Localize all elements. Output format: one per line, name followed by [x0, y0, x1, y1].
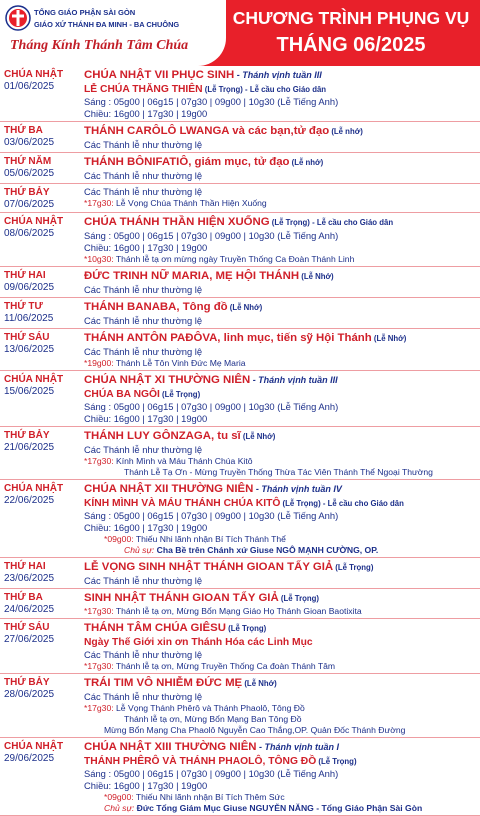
entry-day: CHÚA NHẬT — [4, 741, 64, 752]
entry-rank: (Lễ Trọng) — [333, 563, 374, 572]
entry-psalter: - Thánh vịnh tuần III — [234, 70, 322, 80]
entry-day: THỨ BA — [4, 125, 43, 136]
mass-times-evening: Chiều: 16g00 | 17g30 | 19g00 — [84, 413, 208, 424]
mass-times-evening: Chiều: 16g00 | 17g30 | 19g00 — [84, 108, 208, 119]
mass-times-morning: Sáng : 05g00 | 06g15 | 07g30 | 09g00 | 10g30 (Lễ Tiếng Anh) — [84, 510, 339, 521]
entry-feast-secondary: LỄ CHÚA THĂNG THIÊN — [84, 84, 203, 95]
page-month: THÁNG 06/2025 — [276, 34, 426, 56]
month-motto: Tháng Kính Thánh Tâm Chúa — [10, 38, 189, 53]
liturgy-schedule — [0, 66, 480, 816]
schedule-entry — [0, 589, 480, 619]
entry-feast-secondary: Ngày Thế Giới xin ơn Thánh Hóa các Linh Mục — [84, 637, 313, 648]
entry-date: 21/06/2025 — [4, 442, 55, 453]
entry-date: 03/06/2025 — [4, 137, 55, 148]
note-text-secondary: Thánh lễ tạ ơn, Mừng Bổn Mạng Ban Tông Đồ — [124, 714, 302, 724]
archdiocese-name: TỔNG GIÁO PHẬN SÀI GÒN — [34, 8, 136, 17]
entry-day: CHÚA NHẬT — [4, 374, 64, 385]
mass-times-morning: Sáng : 05g00 | 06g15 | 07g30 | 09g00 | 10g30 (Lễ Tiếng Anh) — [84, 401, 339, 412]
schedule-entry — [0, 329, 480, 371]
entry-date: 11/06/2025 — [4, 313, 54, 324]
entry-mass-info: Các Thánh lễ như thường lệ — [84, 170, 203, 181]
note-time: *17g30: — [84, 606, 114, 616]
schedule-entry — [0, 184, 480, 213]
entry-rank: (Lễ Nhớ) — [240, 432, 276, 441]
celebrant-name: Cha Bề trên Chánh xứ Giuse NGÔ MẠNH CƯỜNG, OP. — [154, 545, 379, 555]
entry-feast-secondary: THÁNH PHÊRÔ VÀ THÁNH PHAOLÔ, TÔNG ĐỒ — [84, 756, 317, 767]
note-text: Thiếu Nhi lãnh nhận Bí Tích Thánh Thể — [133, 534, 286, 544]
entry-psalter: - Thánh vịnh tuần III — [250, 375, 338, 385]
entry-psalter: - Thánh vịnh tuần IV — [253, 484, 342, 494]
entry-day: THỨ NĂM — [4, 156, 52, 167]
entry-mass-info: Các Thánh lễ như thường lệ — [84, 444, 203, 455]
entry-rank: (Lễ Nhớ) — [227, 303, 263, 312]
entry-mass-info: Các Thánh lễ như thường lệ — [84, 346, 203, 357]
entry-feast: LỄ VỌNG SINH NHẬT THÁNH GIOAN TẨY GIẢ — [84, 561, 334, 573]
entry-mass-info: Các Thánh lễ như thường lệ — [84, 575, 203, 586]
celebrant-label: Chủ sự: — [124, 545, 155, 555]
entry-feast: THÁNH LUY GÔNZAGA, tu sĩ — [84, 430, 241, 442]
note-text: Lễ Vọng Thánh Phêrô và Thánh Phaolô, Tông Đồ — [113, 703, 305, 713]
schedule-entry — [0, 66, 480, 122]
note-text-secondary: Thánh Lễ Tạ Ơn - Mừng Truyền Thống Thừa Tác Viên Thánh Thể Ngoại Thường — [124, 467, 433, 477]
celebrant-name: Đức Tổng Giám Mục Giuse NGUYỄN NĂNG - Tổng Giáo Phận Sài Gòn — [134, 803, 423, 813]
entry-feast: CHÚA NHẬT XI THƯỜNG NIÊN — [84, 374, 251, 386]
entry-date: 23/06/2025 — [4, 573, 55, 584]
schedule-entry — [0, 738, 480, 816]
entry-date: 07/06/2025 — [4, 199, 55, 210]
entry-feast: CHÚA THÁNH THẦN HIỆN XUỐNG — [84, 216, 270, 228]
entry-day: CHÚA NHẬT — [4, 483, 64, 494]
entry-feast: ĐỨC TRINH NỮ MARIA, MẸ HỘI THÁNH — [84, 270, 300, 282]
mass-times-morning: Sáng : 05g00 | 06g15 | 07g30 | 09g00 | 10g30 (Lễ Tiếng Anh) — [84, 768, 339, 779]
entry-day: THỨ BẢY — [4, 677, 50, 688]
schedule-entry — [0, 298, 480, 329]
entry-day: THỨ BA — [4, 592, 43, 603]
entry-date: 24/06/2025 — [4, 604, 55, 615]
entry-date: 05/06/2025 — [4, 168, 55, 179]
entry-day: THỨ BẢY — [4, 430, 50, 441]
note-text: Thiếu Nhi lãnh nhận Bí Tích Thêm Sức — [133, 792, 285, 802]
entry-rank: (Lễ Trọng) — [278, 594, 319, 603]
entry-mass-info: Các Thánh lễ như thường lệ — [84, 691, 203, 702]
page-title: CHƯƠNG TRÌNH PHỤNG VỤ — [232, 8, 470, 28]
entry-day: THỨ TƯ — [4, 301, 43, 312]
entry-day: THỨ SÁU — [4, 622, 50, 633]
entry-date: 29/06/2025 — [4, 753, 55, 764]
note-text: Lễ Vọng Chúa Thánh Thần Hiện Xuống — [113, 198, 267, 208]
schedule-entry — [0, 480, 480, 558]
schedule-entry — [0, 619, 480, 674]
note-time: *19g00: — [84, 358, 114, 368]
entry-feast: THÁNH BANABA, Tông đồ — [84, 301, 228, 313]
entry-feast: CHÚA NHẬT XII THƯỜNG NIÊN — [84, 483, 254, 495]
schedule-entry — [0, 558, 480, 589]
mass-times-evening: Chiều: 16g00 | 17g30 | 19g00 — [84, 780, 208, 791]
entry-rank: (Lễ Trọng) - Lễ cầu cho Giáo dân — [269, 218, 394, 227]
entry-feast: THÁNH CARÔLÔ LWANGA và các bạn,tử đạo — [84, 125, 330, 137]
schedule-entry — [0, 371, 480, 427]
note-text-tertiary: Mừng Bổn Mạng Cha Phaolô Nguyễn Cao Thắng,OP. Quản Đốc Thánh Đường — [104, 725, 406, 735]
entry-feast: CHÚA NHẬT VII PHỤC SINH — [84, 69, 235, 81]
entry-rank: (Lễ Trọng) - Lễ cầu cho Giáo dân — [280, 499, 404, 508]
entry-day: THỨ SÁU — [4, 332, 50, 343]
note-text: Thánh lễ tạ ơn, Mừng Truyền Thống Ca đoàn Thánh Tâm — [113, 661, 336, 671]
schedule-entry — [0, 153, 480, 184]
note-text: Thánh lễ tạ ơn, Mừng Bổn Mạng Giáo Họ Thánh Gioan Baotixita — [113, 606, 362, 616]
schedule-entry — [0, 267, 480, 298]
entry-day: THỨ HAI — [4, 270, 46, 281]
note-text: Thánh Lễ Tôn Vinh Đức Mẹ Maria — [113, 358, 246, 368]
note-time: *09g00: — [104, 792, 134, 802]
entry-date: 22/06/2025 — [4, 495, 55, 506]
entry-date: 15/06/2025 — [4, 386, 55, 397]
celebrant-label: Chủ sự: — [104, 803, 135, 813]
entry-date: 28/06/2025 — [4, 689, 55, 700]
schedule-entry — [0, 427, 480, 480]
entry-mass-info: Các Thánh lễ như thường lệ — [84, 284, 203, 295]
entry-date: 27/06/2025 — [4, 634, 55, 645]
entry-feast-secondary: CHÚA BA NGÔI — [84, 389, 160, 400]
entry-feast-secondary: KÍNH MÌNH VÀ MÁU THÁNH CHÚA KITÔ — [84, 498, 281, 509]
note-text: Kính Mình và Máu Thánh Chúa Kitô — [113, 456, 253, 466]
parish-name: GIÁO XỨ THÁNH ĐA MINH - BA CHUÔNG — [34, 20, 180, 29]
entry-date: 08/06/2025 — [4, 228, 55, 239]
entry-rank: (Lễ Nhớ) — [299, 272, 334, 281]
entry-day: CHÚA NHẬT — [4, 69, 64, 80]
entry-day: THỨ HAI — [4, 561, 46, 572]
entry-mass-info: Các Thánh lễ như thường lệ — [84, 649, 203, 660]
entry-day: THỨ BẢY — [4, 187, 50, 198]
mass-times-evening: Chiều: 16g00 | 17g30 | 19g00 — [84, 242, 208, 253]
entry-rank: (Lễ Trọng) — [225, 624, 267, 633]
entry-mass-info: Các Thánh lễ như thường lệ — [84, 315, 203, 326]
entry-psalter: - Thánh vịnh tuần I — [256, 742, 340, 752]
header — [0, 0, 480, 66]
note-text: Thánh lễ tạ ơn mừng ngày Truyền Thống Ca Đoàn Thánh Linh — [113, 254, 355, 264]
entry-feast: THÁNH TÂM CHÚA GIÊSU — [84, 622, 226, 634]
entry-mass-info: Các Thánh lễ như thường lệ — [84, 139, 203, 150]
entry-rank: (Lễ Trọng) — [316, 757, 357, 766]
entry-date: 13/06/2025 — [4, 344, 55, 355]
note-time: *10g30: — [84, 254, 114, 264]
note-time: *17g30: — [84, 661, 114, 671]
note-time: *17g30: — [84, 456, 114, 466]
mass-times-morning: Sáng : 05g00 | 06g15 | 07g30 | 09g00 | 10g30 (Lễ Tiếng Anh) — [84, 96, 339, 107]
entry-rank: (Lễ nhớ) — [289, 158, 324, 167]
schedule-entry — [0, 122, 480, 153]
entry-rank: (Lễ Trọng) — [159, 390, 201, 399]
parish-logo-icon — [5, 5, 31, 31]
parish-brand — [0, 0, 226, 66]
entry-rank: (Lễ nhớ) — [329, 127, 363, 136]
note-time: *17g30: — [84, 198, 114, 208]
entry-feast: SINH NHẬT THÁNH GIOAN TẨY GIẢ — [84, 592, 279, 604]
mass-times-morning: Sáng : 05g00 | 06g15 | 07g30 | 09g00 | 10g30 (Lễ Tiếng Anh) — [84, 230, 339, 241]
entry-date: 01/06/2025 — [4, 81, 55, 92]
note-time: *17g30: — [84, 703, 114, 713]
entry-date: 09/06/2025 — [4, 282, 55, 293]
entry-rank: (Lễ Trọng) - Lễ cầu cho Giáo dân — [202, 85, 327, 94]
entry-feast: THÁNH BÔNIFATIÔ, giám mục, tử đạo — [84, 156, 290, 168]
entry-feast: TRÁI TIM VÔ NHIỄM ĐỨC MẸ — [84, 677, 243, 689]
entry-feast: CHÚA NHẬT XIII THƯỜNG NIÊN — [84, 741, 257, 753]
note-time: *09g00: — [104, 534, 134, 544]
entry-feast: THÁNH ANTÔN PAĐÔVA, linh mục, tiến sỹ Hội Thánh — [84, 332, 372, 344]
mass-times-evening: Chiều: 16g00 | 17g30 | 19g00 — [84, 522, 208, 533]
schedule-entry — [0, 213, 480, 267]
entry-mass-info: Các Thánh lễ như thường lệ — [84, 186, 203, 197]
entry-rank: (Lễ Nhớ) — [371, 334, 407, 343]
schedule-entry — [0, 674, 480, 738]
entry-rank: (Lễ Nhớ) — [242, 679, 277, 688]
entry-day: CHÚA NHẬT — [4, 216, 64, 227]
